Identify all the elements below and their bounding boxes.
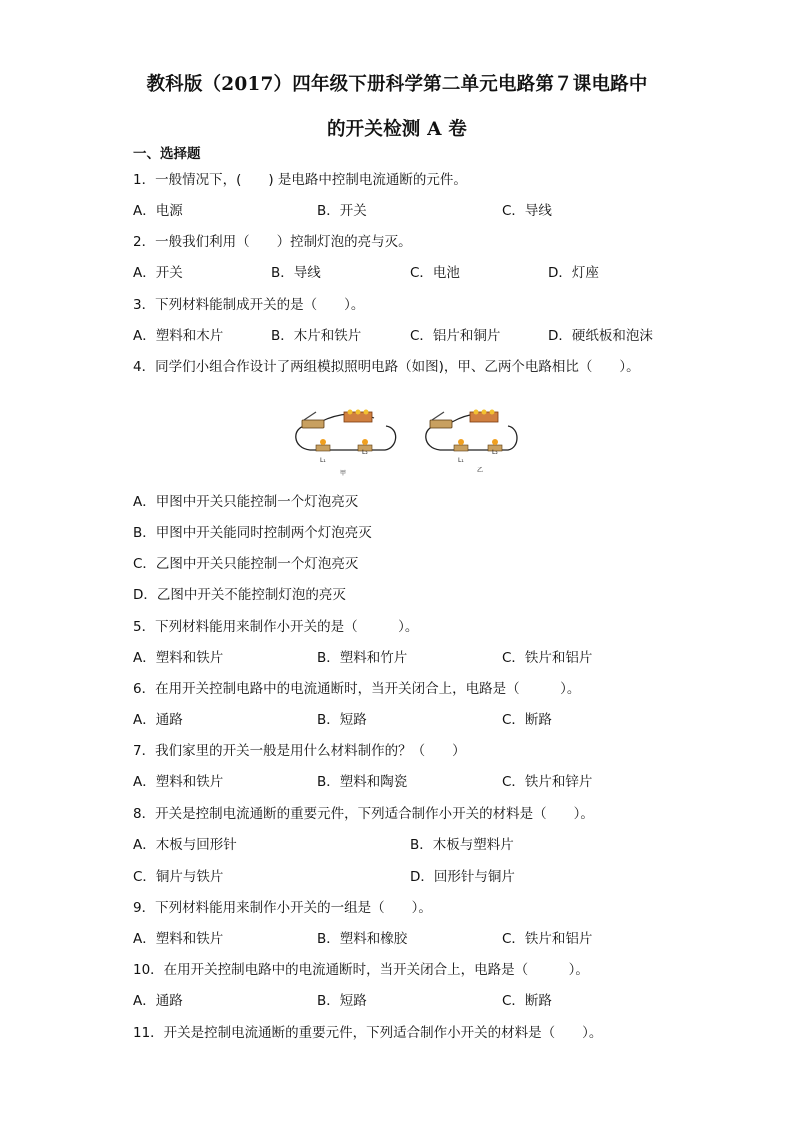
bulb-socket-icon [454, 445, 468, 451]
option: B．塑料和竹片 [317, 650, 408, 666]
option: C．铁片和铝片 [502, 931, 593, 947]
option: B．导线 [271, 265, 321, 281]
question-stem: 5．下列材料能用来制作小开关的是（ ）。 [133, 619, 419, 635]
option: B．塑料和陶瓷 [317, 774, 408, 790]
option: B．塑料和橡胶 [317, 931, 408, 947]
option: C．铁片和锌片 [502, 774, 593, 790]
question-stem: 4．同学们小组合作设计了两组模拟照明电路（如图)，甲、乙两个电路相比（ ）。 [133, 359, 640, 375]
title-line-1: 教科版（2017）四年级下册科学第二单元电路第７课电路中 [146, 74, 648, 95]
circuit-jia [296, 410, 396, 478]
option: B．木板与塑料片 [410, 837, 514, 853]
title-line-2: 的开关检测 A 卷 [326, 119, 468, 140]
circuit-yi [426, 410, 517, 475]
question-stem: 3．下列材料能制成开关的是（ ）。 [133, 297, 365, 313]
question-stem: 9．下列材料能用来制作小开关的一组是（ ）。 [133, 900, 432, 916]
option: C．铁片和铝片 [502, 650, 593, 666]
option: A．木板与回形针 [133, 837, 237, 853]
question-stem: 2．一般我们利用（ ）控制灯泡的亮与灭。 [133, 234, 412, 250]
section-heading: 一、选择题 [133, 146, 201, 162]
bulb-icon [320, 439, 326, 445]
option: C．导线 [502, 203, 552, 219]
option: C．乙图中开关只能控制一个灯泡亮灭 [133, 556, 359, 572]
option: A．开关 [133, 265, 183, 281]
question-stem: 8．开关是控制电流通断的重要元件，下列适合制作小开关的材料是（ ）。 [133, 806, 594, 822]
bulb-icon [458, 439, 464, 445]
option: C．铜片与铁片 [133, 869, 224, 885]
option: A．塑料和铁片 [133, 931, 224, 947]
option: C．断路 [502, 993, 552, 1009]
option: B．开关 [317, 203, 367, 219]
option: B．甲图中开关能同时控制两个灯泡亮灭 [133, 525, 372, 541]
label-l1: L₁ [458, 457, 464, 464]
question-stem: 10．在用开关控制电路中的电流通断时，当开关闭合上，电路是（ ）。 [133, 962, 589, 978]
question-stem: 11．开关是控制电流通断的重要元件，下列适合制作小开关的材料是（ ）。 [133, 1025, 603, 1041]
bulb-icon [362, 439, 368, 445]
option: A．塑料和铁片 [133, 774, 224, 790]
option: D．灯座 [548, 265, 599, 281]
circuit-figure [290, 398, 520, 478]
option: A．塑料和木片 [133, 328, 224, 344]
label-yi: 乙 [477, 467, 484, 474]
switch-icon [302, 420, 324, 428]
option: B．木片和铁片 [271, 328, 362, 344]
option: C．断路 [502, 712, 552, 728]
label-jia: 甲 [340, 470, 347, 477]
option: B．短路 [317, 993, 367, 1009]
label-l2: L₂ [492, 449, 498, 456]
label-l2: L₂ [362, 449, 368, 456]
question-stem: 7．我们家里的开关一般是用什么材料制作的？（ ） [133, 743, 466, 759]
label-l1: L₁ [320, 457, 326, 464]
option: A．电源 [133, 203, 183, 219]
option: D．回形针与铜片 [410, 869, 515, 885]
option: A．塑料和铁片 [133, 650, 224, 666]
question-stem: 1．一般情况下，( ) 是电路中控制电流通断的元件。 [133, 172, 467, 188]
question-stem: 6．在用开关控制电路中的电流通断时，当开关闭合上，电路是（ ）。 [133, 681, 581, 697]
option: B．短路 [317, 712, 367, 728]
option: D．硬纸板和泡沫 [548, 328, 653, 344]
bulb-socket-icon [316, 445, 330, 451]
option: A．通路 [133, 993, 183, 1009]
bulb-icon [492, 439, 498, 445]
option: C．铝片和铜片 [410, 328, 501, 344]
option: C．电池 [410, 265, 460, 281]
option: A．通路 [133, 712, 183, 728]
option: D．乙图中开关不能控制灯泡的亮灭 [133, 587, 346, 603]
option: A．甲图中开关只能控制一个灯泡亮灭 [133, 494, 359, 510]
switch-icon [430, 420, 452, 428]
